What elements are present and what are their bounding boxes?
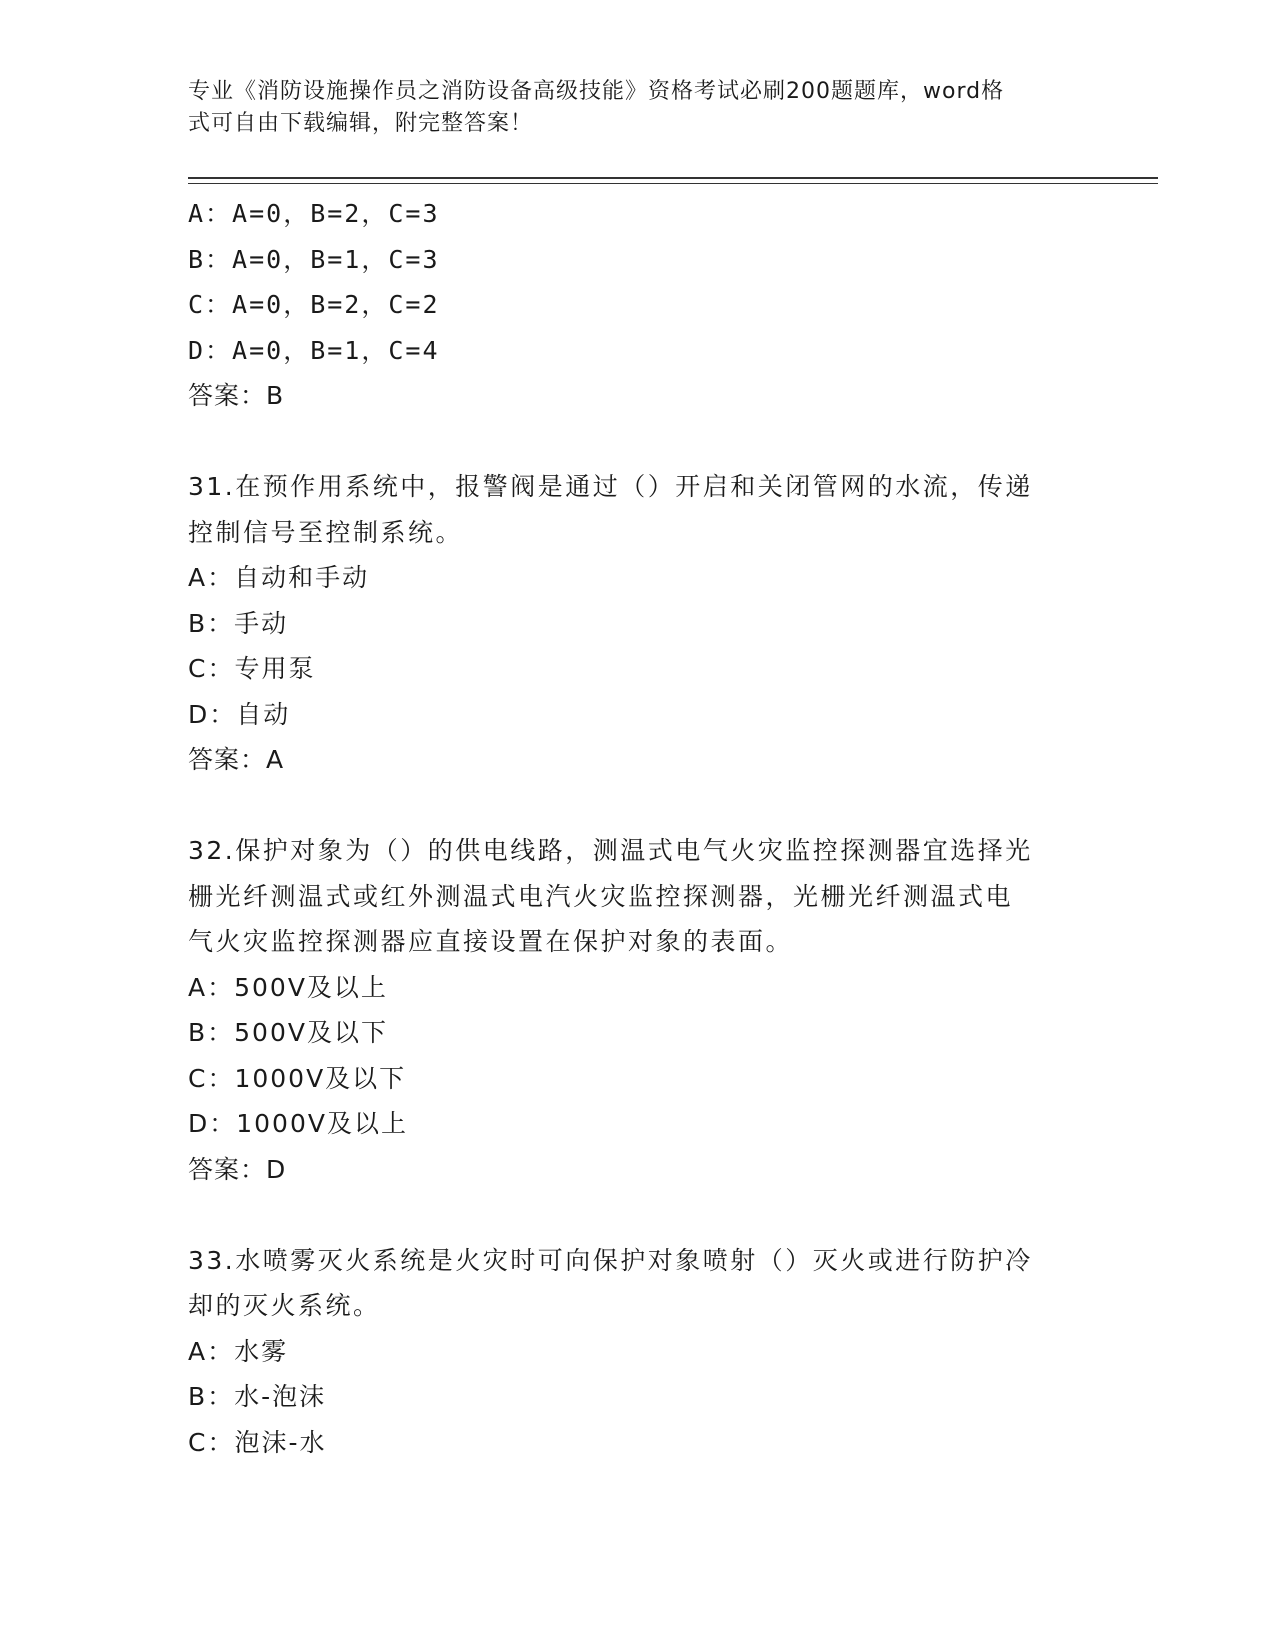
spacer bbox=[188, 419, 1088, 465]
spacer bbox=[188, 1192, 1088, 1238]
option-b: B：水-泡沫 bbox=[188, 1382, 327, 1411]
option-a: A：自动和手动 bbox=[188, 563, 370, 592]
question-33 bbox=[188, 1238, 1088, 1466]
option-d: D：A=0，B=1，C=4 bbox=[188, 335, 440, 365]
question-stem-line: 控制信号至控制系统。 bbox=[188, 517, 464, 547]
option-a: A：500V及以上 bbox=[188, 972, 388, 1002]
document-header bbox=[188, 76, 1088, 140]
option-c: C：专用泵 bbox=[188, 654, 316, 683]
question-stem-line: 却的灭火系统。 bbox=[188, 1291, 381, 1320]
question-30-continued bbox=[188, 191, 1088, 419]
option-b: B：A=0，B=1，C=3 bbox=[188, 244, 440, 274]
option-c: C：泡沫-水 bbox=[188, 1427, 327, 1457]
question-31 bbox=[188, 464, 1088, 783]
answer-line: 答案：A bbox=[188, 745, 285, 774]
option-a: A：水雾 bbox=[188, 1336, 289, 1366]
question-stem-line: 32.保护对象为（）的供电线路，测温式电气火灾监控探测器宜选择光 bbox=[188, 836, 1033, 865]
option-c: C：1000V及以下 bbox=[188, 1063, 407, 1093]
question-stem-line: 31.在预作用系统中，报警阀是通过（）开启和关闭管网的水流，传递 bbox=[188, 472, 1033, 501]
header-divider-thick bbox=[188, 177, 1158, 179]
option-b: B：手动 bbox=[188, 608, 289, 638]
spacer bbox=[188, 783, 1088, 829]
question-stem-line: 气火灾监控探测器应直接设置在保护对象的表面。 bbox=[188, 927, 794, 956]
question-32 bbox=[188, 828, 1088, 1192]
option-d: D：自动 bbox=[188, 699, 291, 729]
answer-line: 答案：D bbox=[188, 1154, 287, 1184]
question-list bbox=[188, 191, 1088, 1465]
header-line-1: 专业《消防设施操作员之消防设备高级技能》资格考试必刷200题题库，word格 bbox=[188, 79, 1005, 104]
option-b: B：500V及以下 bbox=[188, 1018, 388, 1047]
question-stem-line: 33.水喷雾灭火系统是火灾时可向保护对象喷射（）灭火或进行防护冷 bbox=[188, 1245, 1033, 1275]
question-stem-line: 栅光纤测温式或红外测温式电汽火灾监控探测器，光栅光纤测温式电 bbox=[188, 881, 1014, 911]
option-c: C：A=0，B=2，C=2 bbox=[188, 290, 440, 319]
answer-line: 答案：B bbox=[188, 381, 285, 410]
header-line-2: 式可自由下载编辑，附完整答案！ bbox=[188, 111, 534, 136]
option-a: A：A=0，B=2，C=3 bbox=[188, 199, 440, 228]
option-d: D：1000V及以上 bbox=[188, 1109, 408, 1138]
header-divider-thin bbox=[188, 183, 1158, 184]
